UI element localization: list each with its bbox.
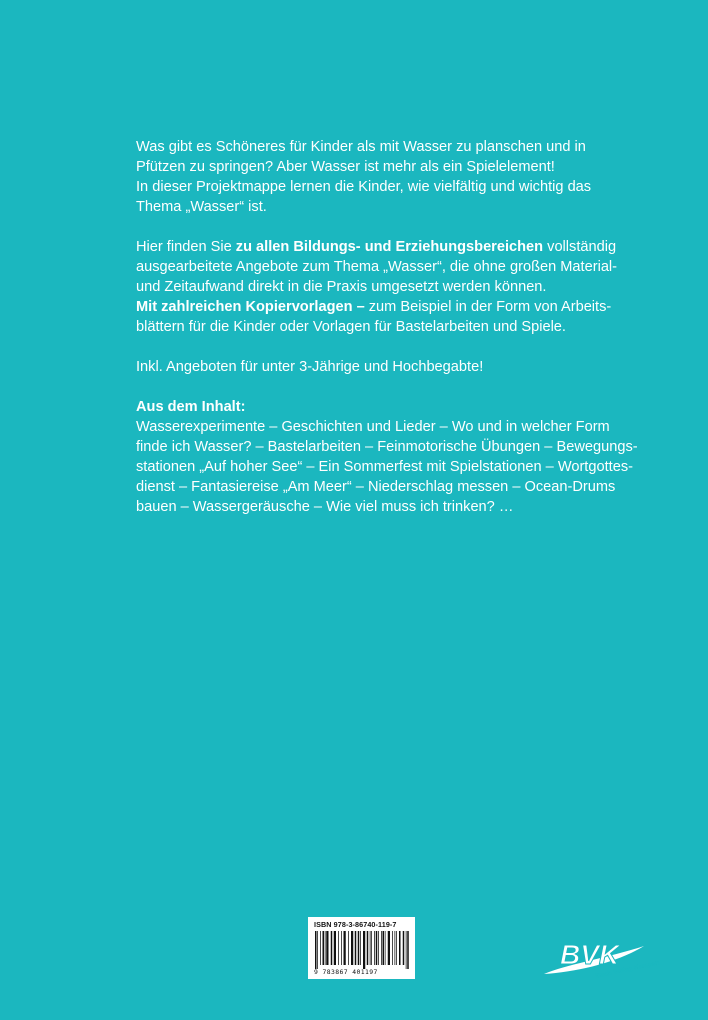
note-line: Inkl. Angeboten für unter 3-Jährige und Hochbegabte! [136, 359, 484, 375]
barcode-bar [363, 931, 365, 969]
barcode-bar [360, 931, 361, 965]
barcode-bar [403, 931, 405, 965]
offer-line [136, 297, 612, 317]
publisher-logo [538, 928, 661, 988]
barcode-bar [358, 931, 360, 965]
barcode-bar [406, 931, 407, 969]
isbn-barcode [308, 917, 415, 979]
contents-line: stationen „Auf hoher See“ – Ein Sommerfest mit Spielstationen – Wortgottes- [136, 459, 633, 475]
barcode-bar [355, 931, 357, 965]
barcode-bar [323, 931, 325, 965]
barcode-bar [320, 931, 321, 965]
barcode-bar [396, 931, 397, 965]
offer-line [136, 237, 617, 257]
note-paragraph [136, 357, 606, 377]
barcode-bar [367, 931, 369, 965]
intro-line: In dieser Projektmappe lernen die Kinder, wie vielfältig und wichtig das [136, 179, 592, 195]
barcode-bar [325, 931, 326, 965]
barcode-bar [392, 931, 393, 965]
barcode-bar [315, 931, 317, 969]
back-cover-text [136, 137, 638, 537]
contents-paragraph [136, 397, 638, 517]
barcode-bar [338, 931, 339, 965]
offer-highlight: Mit zahlreichen Kopiervorlagen – [136, 299, 365, 315]
isbn-number: ISBN 978-3-86740-119-7 [314, 920, 397, 929]
contents-line: Wasserexperimente – Geschichten und Lieder – Wo und in welcher Form [136, 419, 610, 435]
contents-line: finde ich Wasser? – Bastelarbeiten – Feinmotorische Übungen – Bewegungs- [136, 439, 638, 455]
contents-line: bauen – Wassergeräusche – Wie viel muss ich trinken? … [136, 499, 514, 515]
barcode-bar [378, 931, 379, 965]
barcode-bar [326, 931, 328, 965]
intro-paragraph [136, 137, 606, 217]
intro-line: Was gibt es Schöneres für Kinder als mit Wasser zu planschen und in [136, 139, 586, 155]
logo-letters: BVK [560, 939, 620, 970]
barcode-bar [381, 931, 382, 965]
barcode-bar [348, 931, 349, 965]
barcode-bar [344, 931, 346, 965]
intro-line: Pfützen zu springen? Aber Wasser ist mehr als ein Spielelement! [136, 159, 555, 175]
barcode-bar [407, 931, 409, 969]
offer-line: und Zeitaufwand direkt in die Praxis umgesetzt werden können. [136, 279, 547, 295]
barcode-bar [317, 931, 318, 969]
barcode-bar [383, 931, 385, 965]
offer-text: zum Beispiel in der Form von Arbeits- [364, 299, 612, 315]
barcode-bars [314, 931, 411, 969]
offer-paragraph [136, 237, 618, 337]
barcode-bar [370, 931, 371, 965]
barcode-bar [374, 931, 375, 965]
offer-text: vollständig [543, 239, 617, 255]
intro-line: Thema „Wasser“ ist. [136, 199, 267, 215]
barcode-bar [385, 931, 386, 965]
barcode-bar [395, 931, 396, 965]
contents-line: dienst – Fantasiereise „Am Meer“ – Niederschlag messen – Ocean-Drums [136, 479, 616, 495]
barcode-bar [388, 931, 390, 965]
ean-number: 9 783867 401197 [314, 968, 378, 976]
barcode-bar [341, 931, 342, 965]
offer-text: Hier finden Sie [136, 239, 236, 255]
offer-line: blättern für die Kinder oder Vorlagen für Bastelarbeiten und Spiele. [136, 319, 566, 335]
barcode-bar [334, 931, 336, 965]
barcode-bar [331, 931, 333, 965]
barcode-bar [376, 931, 378, 965]
barcode-bar [371, 931, 372, 965]
logo-subtext: Buch Verlag Kempen [594, 959, 661, 980]
offer-highlight: zu allen Bildungs- und Erziehungsbereichen [235, 239, 544, 255]
contents-heading: Aus dem Inhalt: [136, 399, 246, 415]
barcode-bar [399, 931, 401, 965]
offer-line: ausgearbeitete Angebote zum Thema „Wasser“, die ohne großen Material- [136, 259, 618, 275]
barcode-bar [351, 931, 353, 965]
